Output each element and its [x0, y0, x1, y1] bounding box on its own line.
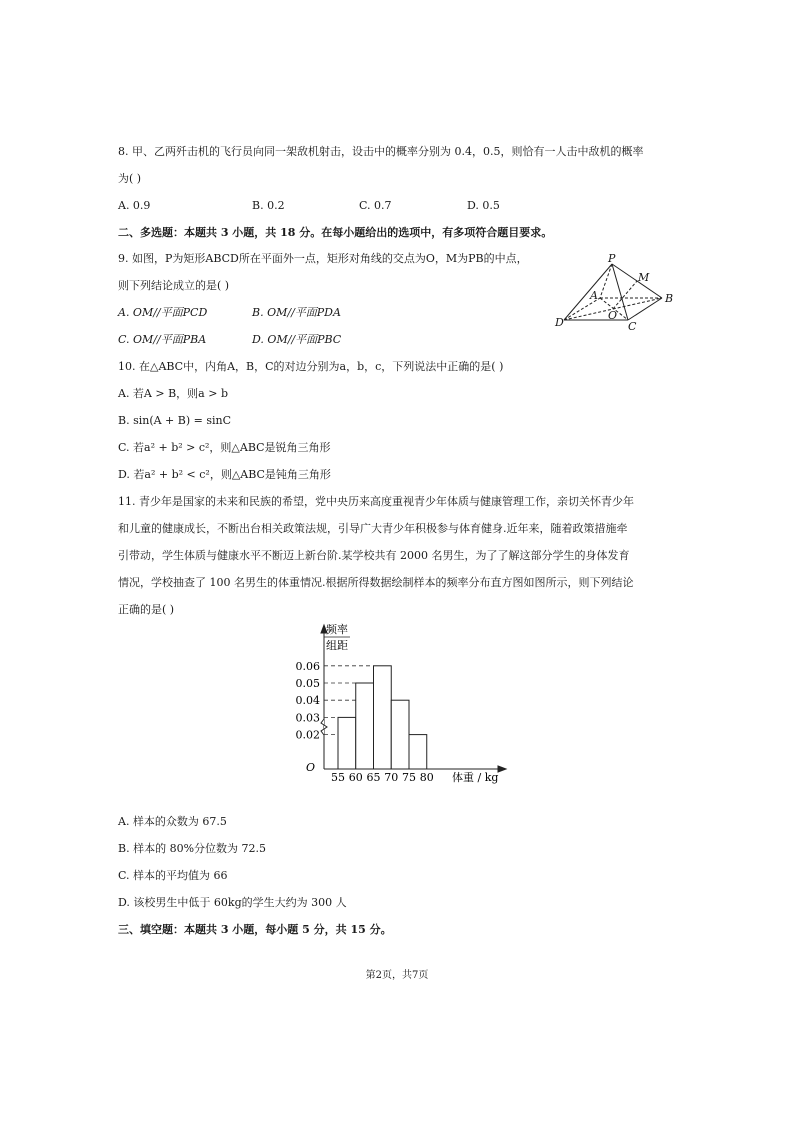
y-tick-label: 0.04: [295, 694, 320, 708]
bar-55-60: [338, 717, 356, 769]
q9-option-c: C. OM//平面PBA: [118, 333, 207, 346]
x-tick-label: 65: [366, 771, 381, 784]
q10-option-c: C. 若a² + b² > c²，则△ABC是锐角三角形: [118, 441, 331, 454]
q11-option-d: D. 该校男生中低于 60kg的学生大约为 300 人: [118, 896, 347, 909]
q9-option-a: A. OM//平面PCD: [118, 306, 208, 319]
frequency-histogram: [286, 615, 516, 790]
ylabel-bottom: 组距: [326, 639, 348, 652]
edge-pd: [564, 264, 612, 320]
x-axis-arrow: [498, 766, 506, 772]
label-m: M: [638, 271, 650, 284]
label-o: O: [608, 309, 618, 322]
q8-option-d: D. 0.5: [467, 199, 500, 212]
section-3-heading: 三、填空题：本题共 3 小题，每小题 5 分，共 15 分。: [118, 923, 392, 936]
label-c: C: [628, 320, 637, 333]
x-tick-label: 70: [384, 771, 399, 784]
q9-stem-line1: 9. 如图，P为矩形ABCD所在平面外一点，矩形对角线的交点为O，M为PB的中点，: [118, 252, 528, 265]
pyramid-figure: [548, 252, 688, 336]
x-tick-label: 80: [419, 771, 434, 784]
bar-75-80: [409, 735, 427, 769]
q8-option-a: A. 0.9: [118, 199, 151, 212]
axis-break: [321, 719, 327, 735]
x-tick-label: 55: [331, 771, 345, 784]
bar-60-65: [356, 683, 374, 769]
q11-stem-line1: 11. 青少年是国家的未来和民族的希望，党中央历来高度重视青少年体质与健康管理工作，亲切关怀青少年: [118, 495, 634, 508]
y-tick-label: 0.02: [295, 728, 320, 742]
q11-stem-line2: 和儿童的健康成长，不断出台相关政策法规，引导广大青少年积极参与体育健身.近年来，随着政策措施牵: [118, 522, 628, 535]
page-footer: 第2页，共7页: [365, 970, 429, 981]
q11-stem-line5: 正确的是( ): [118, 603, 175, 616]
edge-pa: [600, 264, 612, 298]
q11-option-b: B. 样本的 80%分位数为 72.5: [118, 842, 267, 855]
q10-option-d: D. 若a² + b² < c²，则△ABC是钝角三角形: [118, 468, 331, 481]
y-tick-label: 0.05: [295, 677, 320, 690]
label-p: P: [608, 252, 616, 265]
bar-70-75: [391, 700, 409, 769]
x-tick-label: 60: [348, 771, 363, 784]
label-d: D: [555, 316, 564, 329]
q11-option-c: C. 样本的平均值为 66: [118, 869, 228, 882]
origin-label: O: [306, 761, 316, 774]
x-axis-label: 体重 / kg: [452, 771, 499, 784]
section-2-heading: 二、多选题：本题共 3 小题，共 18 分。在每小题给出的选项中，有多项符合题目要求。: [118, 226, 553, 239]
q9-option-d: D. OM//平面PBC: [252, 333, 342, 346]
q11-stem-line3: 引带动，学生体质与健康水平不断迈上新台阶.某学校共有 2000 名男生，为了了解这部分学生的身体发育: [118, 549, 630, 562]
q11-option-a: A. 样本的众数为 67.5: [118, 815, 227, 828]
q10-option-a: A. 若A > B，则a > b: [118, 387, 228, 400]
y-tick-label: 0.03: [295, 711, 320, 725]
q8-option-c: C. 0.7: [359, 199, 392, 212]
ylabel-top: 频率: [326, 623, 348, 636]
x-tick-label: 75: [402, 771, 416, 784]
q8-stem-line1: 8. 甲、乙两歼击机的飞行员向同一架敌机射击，设击中的概率分别为 0.4，0.5，则恰有一人击中敌机的概率: [118, 145, 644, 158]
edge-cb: [628, 298, 662, 320]
q9-stem-line2: 则下列结论成立的是( ): [118, 279, 230, 292]
q10-option-b: B. sin(A + B) = sinC: [118, 414, 232, 427]
y-tick-label: 0.06: [295, 659, 320, 673]
label-a: A: [590, 289, 598, 302]
q8-option-b: B. 0.2: [252, 199, 285, 212]
q10-stem: 10. 在△ABC中，内角A，B，C的对边分别为a，b，c，下列说法中正确的是( ): [118, 360, 504, 373]
q9-option-b: B. OM//平面PDA: [252, 306, 341, 319]
q8-stem-line2: 为( ): [118, 172, 142, 185]
bar-65-70: [374, 666, 392, 769]
q11-stem-line4: 情况，学校抽查了 100 名男生的体重情况.根据所得数据绘制样本的频率分布直方图如图所示，则下列结论: [118, 576, 634, 589]
label-b: B: [665, 292, 674, 305]
